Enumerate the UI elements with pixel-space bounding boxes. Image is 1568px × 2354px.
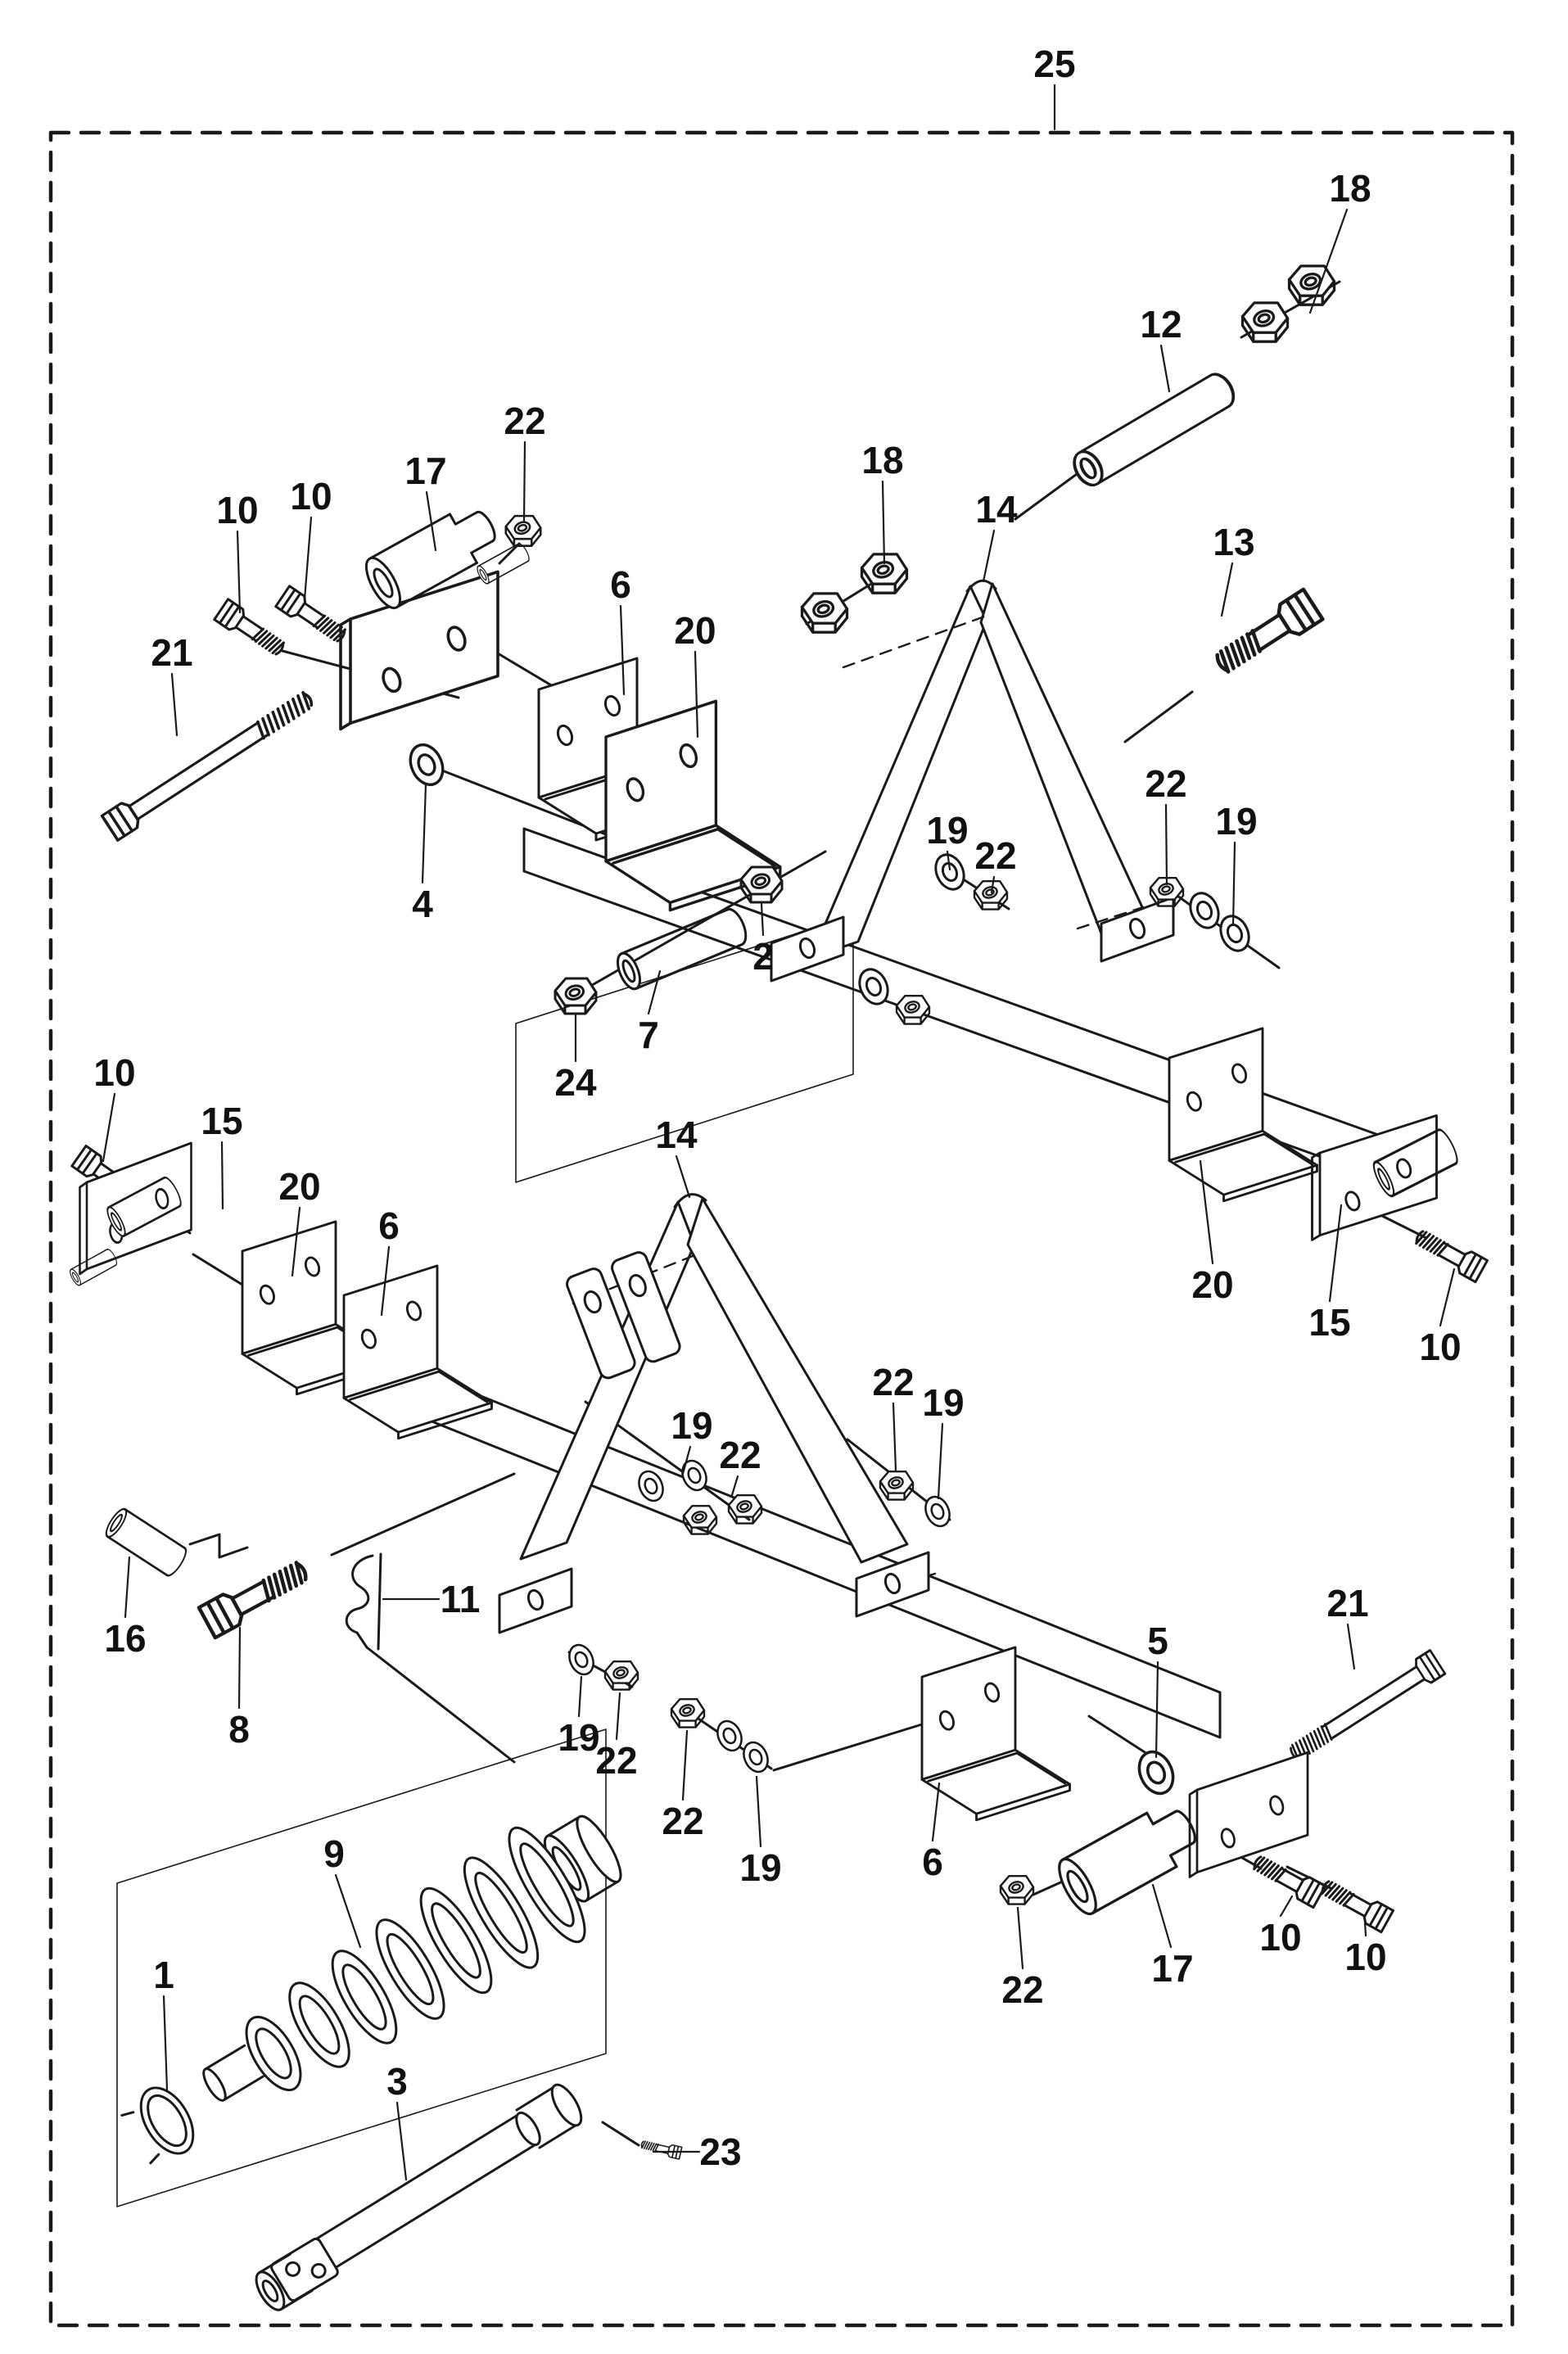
leader-line-22: [524, 442, 525, 522]
part-3-steering-shaft: [251, 2081, 586, 2315]
part-label-23: 23: [699, 2130, 742, 2173]
leader-line-21: [172, 674, 177, 735]
part-8-bolt: [199, 1555, 312, 1638]
leader-line-12: [1161, 346, 1169, 391]
leader-line-9: [336, 1875, 360, 1947]
leader-line-2: [761, 904, 763, 935]
part-label-19: 19: [922, 1381, 965, 1424]
part-22-nut: [897, 996, 929, 1023]
leader-line-15: [222, 1142, 223, 1209]
part-16-pin: [102, 1507, 189, 1579]
leader-line-16: [125, 1557, 129, 1617]
part-1-clamp-ring: [118, 2079, 204, 2170]
part-label-17: 17: [1151, 1947, 1194, 1990]
part-18-nut: [1290, 266, 1335, 305]
part-label-10: 10: [1419, 1326, 1462, 1368]
part-label-4: 4: [412, 883, 433, 925]
part-label-3: 3: [386, 2060, 408, 2103]
part-23-screw: [640, 2138, 682, 2159]
part-17-mount-plate: [1190, 1752, 1308, 1877]
leader-line-21: [1348, 1624, 1354, 1669]
part-label-20: 20: [1191, 1263, 1234, 1306]
leader-line-22: [1018, 1908, 1023, 1968]
leader-line-22: [1166, 805, 1167, 884]
part-label-22: 22: [662, 1800, 704, 1842]
part-18-nut: [802, 594, 847, 632]
leader-line-7: [648, 971, 660, 1014]
leader-line-19: [938, 1424, 942, 1498]
part-label-16: 16: [104, 1617, 147, 1660]
leader-line-13: [1222, 563, 1232, 616]
part-label-10: 10: [290, 475, 332, 517]
leader-line-19: [579, 1677, 581, 1716]
leader-line-1: [164, 1996, 167, 2090]
part-7-spacer-tube: [613, 906, 750, 992]
part-18-nut: [1243, 303, 1288, 341]
part-label-22: 22: [1145, 762, 1187, 805]
part-label-6: 6: [378, 1204, 400, 1247]
leader-line-5: [1156, 1662, 1158, 1757]
part-22-nut: [1001, 1876, 1033, 1904]
part-label-22: 22: [872, 1361, 915, 1403]
part-label-14: 14: [655, 1114, 698, 1156]
leader-line-22: [732, 1476, 738, 1495]
leader-line-22: [893, 1403, 896, 1471]
stud-pin: [475, 542, 531, 585]
part-2-nut: [741, 867, 782, 902]
part-label-10: 10: [216, 489, 259, 531]
part-10-bolt: [1318, 1876, 1394, 1932]
leader-line-3: [397, 2103, 406, 2180]
part-4-washer: [404, 739, 449, 789]
part-label-6: 6: [610, 563, 631, 606]
part-label-5: 5: [1147, 1620, 1168, 1662]
part-label-10: 10: [1259, 1916, 1302, 1959]
part-label-8: 8: [228, 1708, 250, 1751]
part-24-nut: [555, 978, 596, 1014]
part-label-6: 6: [922, 1841, 943, 1883]
part-label-20: 20: [278, 1165, 321, 1208]
part-label-13: 13: [1213, 521, 1255, 563]
part-6-bracket: [922, 1647, 1070, 1820]
part-6-bracket: [344, 1266, 492, 1439]
part-label-19: 19: [671, 1404, 713, 1447]
part-label-19: 19: [739, 1846, 782, 1889]
part-10-bolt: [276, 586, 350, 647]
part-label-7: 7: [638, 1014, 659, 1056]
part-14-a-frame-lower: [499, 1195, 935, 1633]
part-19-washer: [739, 1738, 772, 1775]
part-17-damper-bottom-right: [1052, 1797, 1205, 1919]
part-13-bolt: [1210, 590, 1322, 680]
part-label-24: 24: [554, 1061, 597, 1104]
part-label-19: 19: [558, 1716, 600, 1759]
part-label-22: 22: [719, 1434, 761, 1476]
leader-line-10: [305, 517, 311, 599]
part-label-14: 14: [975, 488, 1018, 531]
part-11-cotter-pin: [346, 1554, 381, 1649]
leader-line-14: [676, 1156, 689, 1197]
part-10-bolt: [1250, 1851, 1326, 1908]
part-12-spacer-tube: [1069, 369, 1239, 490]
leader-line-18: [883, 481, 884, 563]
leader-line-19: [757, 1777, 761, 1846]
part-label-11: 11: [440, 1578, 481, 1620]
leader-line-10: [103, 1094, 115, 1161]
part-label-9: 9: [323, 1832, 345, 1875]
leader-line-14: [983, 531, 994, 581]
leader-line-19: [1233, 843, 1235, 925]
part-20-bracket: [1169, 1028, 1317, 1201]
part-label-21: 21: [151, 631, 193, 674]
leader-line-10: [237, 531, 240, 612]
part-label-12: 12: [1140, 303, 1182, 346]
leader-line-17: [1153, 1885, 1171, 1947]
leader-line-17: [427, 492, 436, 550]
part-19-washer: [930, 850, 969, 893]
part-14-a-frame-upper: [771, 581, 1173, 981]
part-label-18: 18: [861, 439, 904, 481]
leader-line-22: [683, 1731, 687, 1800]
part-19-washer: [565, 1641, 598, 1678]
part-19-washer: [1215, 911, 1254, 955]
part-label-22: 22: [595, 1739, 638, 1782]
part-label-22: 22: [504, 400, 546, 442]
part-19-washer: [635, 1467, 667, 1504]
part-21-bolt: [1286, 1651, 1445, 1767]
part-label-19: 19: [1215, 800, 1258, 843]
part-label-2: 2: [752, 935, 774, 978]
part-10-bolt: [1412, 1226, 1488, 1282]
part-label-25: 25: [1033, 43, 1076, 85]
part-22-nut: [974, 881, 1007, 909]
part-label-22: 22: [1001, 1968, 1044, 2011]
leader-line-8: [239, 1628, 240, 1708]
part-22-nut: [671, 1699, 704, 1727]
part-label-10: 10: [93, 1051, 136, 1094]
part-label-10: 10: [1344, 1936, 1387, 1978]
leader-line-6: [933, 1783, 939, 1841]
part-label-19: 19: [926, 809, 969, 852]
part-label-17: 17: [404, 450, 447, 492]
leader-line-4: [423, 784, 426, 883]
part-label-18: 18: [1329, 167, 1371, 210]
leader-line-22: [617, 1693, 620, 1739]
part-22-nut: [605, 1661, 638, 1689]
part-label-21: 21: [1326, 1582, 1369, 1624]
part-21-bolt: [102, 686, 318, 840]
assembly-boundary-box: [51, 133, 1512, 2325]
leader-line-10: [1440, 1269, 1454, 1326]
part-9-bellows-boot: [200, 1811, 628, 2103]
part-22-nut: [880, 1471, 913, 1499]
part-22-nut: [729, 1495, 761, 1523]
leader-line-10: [1365, 1923, 1366, 1936]
part-label-1: 1: [153, 1954, 174, 1996]
part-label-22: 22: [974, 834, 1017, 877]
part-label-15: 15: [201, 1100, 243, 1142]
part-label-15: 15: [1308, 1301, 1351, 1344]
leader-line-10: [1281, 1896, 1292, 1916]
part-label-20: 20: [674, 609, 716, 652]
